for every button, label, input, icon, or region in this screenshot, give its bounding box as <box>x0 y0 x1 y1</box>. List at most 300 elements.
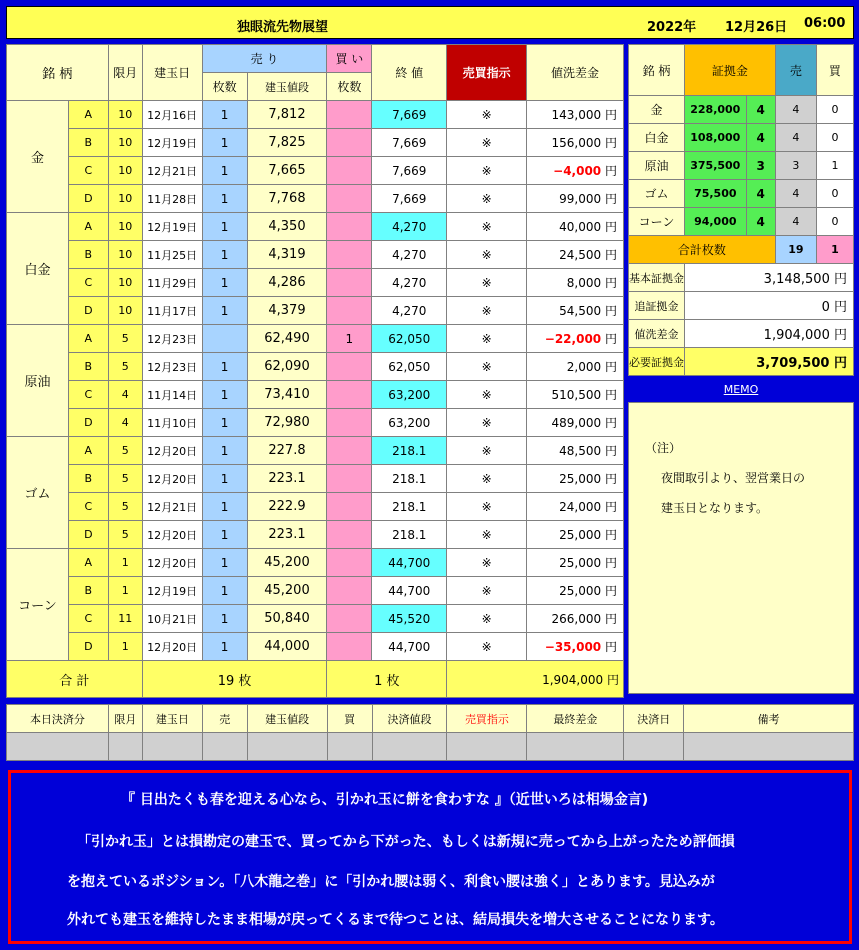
month-cell: 10 <box>108 241 142 269</box>
header-diff: 値洗差金 <box>527 45 624 101</box>
table-row <box>7 157 624 185</box>
buy-count-cell <box>327 465 372 493</box>
month-cell: 10 <box>108 185 142 213</box>
open-price-cell: 227.8 <box>247 437 327 465</box>
open-date-cell: 11月25日 <box>142 241 202 269</box>
grade-cell: B <box>68 353 108 381</box>
open-date-cell: 10月21日 <box>142 605 202 633</box>
total-label: 合 計 <box>7 661 143 698</box>
margin-qty-cell: 4 <box>746 180 775 208</box>
close-price-cell: 218.1 <box>372 521 447 549</box>
month-cell: 5 <box>108 465 142 493</box>
month-cell: 5 <box>108 493 142 521</box>
open-price-cell: 50,840 <box>247 605 327 633</box>
settle-cell <box>684 733 854 761</box>
settle-header-9: 決済日 <box>624 705 684 733</box>
margin-row <box>629 152 854 180</box>
table-row <box>7 409 624 437</box>
margin-buy-cell: 0 <box>816 124 853 152</box>
settle-cell <box>447 733 527 761</box>
open-date-cell: 12月20日 <box>142 465 202 493</box>
buy-count-cell <box>327 241 372 269</box>
table-row <box>7 213 624 241</box>
sell-count-cell: 1 <box>202 493 247 521</box>
settle-header-8: 最終差金 <box>527 705 624 733</box>
instruction-cell: ※ <box>447 493 527 521</box>
table-row <box>7 521 624 549</box>
summary-label: 追証拠金 <box>629 292 685 320</box>
summary-value: 1,904,000 円 <box>685 320 854 348</box>
settle-header-10: 備考 <box>684 705 854 733</box>
margin-qty-cell: 3 <box>746 152 775 180</box>
close-price-cell: 4,270 <box>372 241 447 269</box>
sell-count-cell: 1 <box>202 577 247 605</box>
table-row <box>7 381 624 409</box>
sell-count-cell: 1 <box>202 633 247 661</box>
settle-header-7: 売買指示 <box>447 705 527 733</box>
open-date-cell: 12月19日 <box>142 213 202 241</box>
open-date-cell: 12月20日 <box>142 549 202 577</box>
margin-row <box>629 180 854 208</box>
summary-row <box>629 348 854 376</box>
settle-cell <box>624 733 684 761</box>
diff-cell: 8,000 円 <box>527 269 624 297</box>
month-cell: 1 <box>108 577 142 605</box>
table-row <box>7 437 624 465</box>
settle-header-4: 建玉値段 <box>247 705 327 733</box>
margin-buy-cell: 0 <box>816 180 853 208</box>
close-price-cell: 44,700 <box>372 577 447 605</box>
close-price-cell: 63,200 <box>372 409 447 437</box>
instruction-cell: ※ <box>447 605 527 633</box>
header-brand: 銘 柄 <box>7 45 109 101</box>
margin-amount-cell: 94,000 <box>685 208 747 236</box>
commodity-name: 金 <box>7 101 69 213</box>
open-price-cell: 62,490 <box>247 325 327 353</box>
table-row <box>7 297 624 325</box>
header-sell: 売 り <box>202 45 327 73</box>
page-title: 独眼流先物展望 <box>237 20 329 35</box>
grade-cell: A <box>68 325 108 353</box>
instruction-cell: ※ <box>447 409 527 437</box>
settle-cell <box>327 733 372 761</box>
month-cell: 5 <box>108 325 142 353</box>
month-cell: 1 <box>108 633 142 661</box>
commodity-name: 白金 <box>7 213 69 325</box>
memo-title[interactable]: MEMO <box>628 380 854 400</box>
instruction-cell: ※ <box>447 241 527 269</box>
total-count-sell: 19 <box>775 236 816 264</box>
close-price-cell: 4,270 <box>372 213 447 241</box>
header-open-date: 建玉日 <box>142 45 202 101</box>
open-price-cell: 7,665 <box>247 157 327 185</box>
grade-cell: C <box>68 493 108 521</box>
sell-count-cell: 1 <box>202 213 247 241</box>
diff-cell: 48,500 円 <box>527 437 624 465</box>
open-price-cell: 4,286 <box>247 269 327 297</box>
settle-cell <box>7 733 109 761</box>
open-date-cell: 12月20日 <box>142 437 202 465</box>
close-price-cell: 62,050 <box>372 353 447 381</box>
instruction-cell: ※ <box>447 353 527 381</box>
side-header-margin: 証拠金 <box>685 45 776 96</box>
month-cell: 10 <box>108 101 142 129</box>
side-header-sell: 売 <box>775 45 816 96</box>
diff-cell: 25,000 円 <box>527 521 624 549</box>
month-cell: 10 <box>108 297 142 325</box>
settle-cell <box>108 733 142 761</box>
grade-cell: D <box>68 297 108 325</box>
diff-cell: 489,000 円 <box>527 409 624 437</box>
sell-count-cell: 1 <box>202 185 247 213</box>
close-price-cell: 4,270 <box>372 297 447 325</box>
open-price-cell: 72,980 <box>247 409 327 437</box>
title-bar <box>6 6 854 39</box>
close-price-cell: 218.1 <box>372 465 447 493</box>
open-date-cell: 11月17日 <box>142 297 202 325</box>
summary-label: 必要証拠金 <box>629 348 685 376</box>
open-date-cell: 12月19日 <box>142 129 202 157</box>
buy-count-cell <box>327 269 372 297</box>
margin-row <box>629 96 854 124</box>
buy-count-cell <box>327 549 372 577</box>
table-row <box>7 633 624 661</box>
open-date-cell: 11月28日 <box>142 185 202 213</box>
grade-cell: A <box>68 213 108 241</box>
diff-cell: 25,000 円 <box>527 549 624 577</box>
summary-row <box>629 292 854 320</box>
instruction-cell: ※ <box>447 325 527 353</box>
grade-cell: D <box>68 185 108 213</box>
grade-cell: B <box>68 465 108 493</box>
close-price-cell: 218.1 <box>372 493 447 521</box>
open-price-cell: 45,200 <box>247 577 327 605</box>
buy-count-cell <box>327 101 372 129</box>
margin-brand-cell: 金 <box>629 96 685 124</box>
buy-count-cell <box>327 605 372 633</box>
diff-cell: 510,500 円 <box>527 381 624 409</box>
grade-cell: A <box>68 101 108 129</box>
instruction-cell: ※ <box>447 465 527 493</box>
header-instruction: 売買指示 <box>447 45 527 101</box>
date-year: 2022年 <box>647 20 697 35</box>
margin-buy-cell: 0 <box>816 208 853 236</box>
diff-cell: 2,000 円 <box>527 353 624 381</box>
instruction-cell: ※ <box>447 521 527 549</box>
table-row <box>7 577 624 605</box>
open-price-cell: 73,410 <box>247 381 327 409</box>
open-price-cell: 7,768 <box>247 185 327 213</box>
close-price-cell: 7,669 <box>372 185 447 213</box>
open-date-cell: 11月29日 <box>142 269 202 297</box>
diff-cell: 40,000 円 <box>527 213 624 241</box>
month-cell: 10 <box>108 157 142 185</box>
grade-cell: C <box>68 269 108 297</box>
sell-count-cell: 1 <box>202 549 247 577</box>
instruction-cell: ※ <box>447 185 527 213</box>
table-row <box>7 353 624 381</box>
margin-brand-cell: コーン <box>629 208 685 236</box>
close-price-cell: 7,669 <box>372 157 447 185</box>
margin-sell-cell: 4 <box>775 124 816 152</box>
diff-cell: −4,000 円 <box>527 157 624 185</box>
table-row <box>7 241 624 269</box>
settlement-table <box>6 704 854 761</box>
month-cell: 4 <box>108 381 142 409</box>
month-cell: 5 <box>108 437 142 465</box>
month-cell: 4 <box>108 409 142 437</box>
margin-sell-cell: 4 <box>775 180 816 208</box>
diff-cell: −35,000 円 <box>527 633 624 661</box>
sell-count-cell: 1 <box>202 157 247 185</box>
sell-count-cell <box>202 325 247 353</box>
grade-cell: D <box>68 521 108 549</box>
summary-value: 0 円 <box>685 292 854 320</box>
commodity-name: ゴム <box>7 437 69 549</box>
instruction-cell: ※ <box>447 437 527 465</box>
buy-count-cell <box>327 577 372 605</box>
close-price-cell: 218.1 <box>372 437 447 465</box>
memo-line-1: （注） <box>645 441 682 455</box>
total-buy: 1 枚 <box>327 661 447 698</box>
diff-cell: −22,000 円 <box>527 325 624 353</box>
open-date-cell: 11月14日 <box>142 381 202 409</box>
grade-cell: A <box>68 549 108 577</box>
close-price-cell: 7,669 <box>372 129 447 157</box>
grade-cell: D <box>68 633 108 661</box>
memo-line-2: 夜間取引より、翌営業日の <box>661 471 806 485</box>
open-price-cell: 62,090 <box>247 353 327 381</box>
table-row <box>7 465 624 493</box>
header-close: 終 値 <box>372 45 447 101</box>
summary-row <box>629 320 854 348</box>
instruction-cell: ※ <box>447 101 527 129</box>
margin-row <box>629 124 854 152</box>
settle-cell <box>247 733 327 761</box>
total-sell: 19 枚 <box>142 661 327 698</box>
settle-header-2: 建玉日 <box>142 705 202 733</box>
quote-line-4: 外れても建玉を維持したまま相場が戻ってくるまで待つことは、結局損失を増大させることになります。 <box>67 912 724 928</box>
margin-buy-cell: 1 <box>816 152 853 180</box>
total-count-buy: 1 <box>816 236 853 264</box>
quote-line-2: 「引かれ玉」とは損勘定の建玉で、買ってから下がった、もしくは新規に売ってから上がったため評価損 <box>77 834 735 850</box>
table-row <box>7 185 624 213</box>
summary-value: 3,148,500 円 <box>685 264 854 292</box>
instruction-cell: ※ <box>447 381 527 409</box>
diff-cell: 25,000 円 <box>527 465 624 493</box>
sell-count-cell: 1 <box>202 101 247 129</box>
buy-count-cell <box>327 297 372 325</box>
diff-cell: 54,500 円 <box>527 297 624 325</box>
table-row <box>7 269 624 297</box>
buy-count-cell <box>327 353 372 381</box>
diff-cell: 99,000 円 <box>527 185 624 213</box>
summary-value: 3,709,500 円 <box>685 348 854 376</box>
instruction-cell: ※ <box>447 269 527 297</box>
grade-cell: C <box>68 157 108 185</box>
grade-cell: B <box>68 241 108 269</box>
buy-count-cell <box>327 381 372 409</box>
quote-line-3: を抱えているポジション。「八木龍之巻」に「引かれ腰は弱く、利食い腰は強く」とあります。見込みが <box>67 874 715 890</box>
sell-count-cell: 1 <box>202 129 247 157</box>
close-price-cell: 44,700 <box>372 549 447 577</box>
grade-cell: C <box>68 605 108 633</box>
table-row <box>7 493 624 521</box>
open-date-cell: 12月19日 <box>142 577 202 605</box>
open-price-cell: 223.1 <box>247 521 327 549</box>
positions-table <box>6 44 624 698</box>
date-day: 12月26日 <box>725 20 788 35</box>
margin-brand-cell: 原油 <box>629 152 685 180</box>
open-price-cell: 222.9 <box>247 493 327 521</box>
margin-row <box>629 208 854 236</box>
open-date-cell: 12月23日 <box>142 353 202 381</box>
instruction-cell: ※ <box>447 157 527 185</box>
open-date-cell: 12月16日 <box>142 101 202 129</box>
header-month: 限月 <box>108 45 142 101</box>
table-row <box>7 325 624 353</box>
open-date-cell: 12月23日 <box>142 325 202 353</box>
buy-count-cell <box>327 213 372 241</box>
settle-header-5: 買 <box>327 705 372 733</box>
month-cell: 5 <box>108 353 142 381</box>
sell-count-cell: 1 <box>202 521 247 549</box>
month-cell: 1 <box>108 549 142 577</box>
margin-brand-cell: ゴム <box>629 180 685 208</box>
sell-count-cell: 1 <box>202 465 247 493</box>
open-date-cell: 12月21日 <box>142 493 202 521</box>
sell-count-cell: 1 <box>202 605 247 633</box>
margin-amount-cell: 375,500 <box>685 152 747 180</box>
diff-cell: 24,000 円 <box>527 493 624 521</box>
header-sell-count: 枚数 <box>202 73 247 101</box>
close-price-cell: 63,200 <box>372 381 447 409</box>
side-header-buy: 買 <box>816 45 853 96</box>
sell-count-cell: 1 <box>202 409 247 437</box>
summary-label: 基本証拠金 <box>629 264 685 292</box>
margin-amount-cell: 108,000 <box>685 124 747 152</box>
open-price-cell: 4,350 <box>247 213 327 241</box>
open-price-cell: 223.1 <box>247 465 327 493</box>
grade-cell: B <box>68 577 108 605</box>
instruction-cell: ※ <box>447 577 527 605</box>
settle-header-1: 限月 <box>108 705 142 733</box>
open-price-cell: 7,812 <box>247 101 327 129</box>
open-price-cell: 4,319 <box>247 241 327 269</box>
margin-amount-cell: 75,500 <box>685 180 747 208</box>
open-price-cell: 44,000 <box>247 633 327 661</box>
grade-cell: B <box>68 129 108 157</box>
diff-cell: 156,000 円 <box>527 129 624 157</box>
buy-count-cell <box>327 185 372 213</box>
memo-line-3: 建玉日となります。 <box>661 501 769 515</box>
open-price-cell: 7,825 <box>247 129 327 157</box>
date-time: 06:00 <box>804 16 846 31</box>
buy-count-cell <box>327 129 372 157</box>
diff-cell: 143,000 円 <box>527 101 624 129</box>
open-date-cell: 12月21日 <box>142 157 202 185</box>
open-date-cell: 11月10日 <box>142 409 202 437</box>
open-price-cell: 45,200 <box>247 549 327 577</box>
close-price-cell: 7,669 <box>372 101 447 129</box>
commodity-name: 原油 <box>7 325 69 437</box>
open-date-cell: 12月20日 <box>142 521 202 549</box>
margin-qty-cell: 4 <box>746 96 775 124</box>
table-row <box>7 605 624 633</box>
instruction-cell: ※ <box>447 633 527 661</box>
margin-buy-cell: 0 <box>816 96 853 124</box>
close-price-cell: 4,270 <box>372 269 447 297</box>
summary-row <box>629 264 854 292</box>
sell-count-cell: 1 <box>202 241 247 269</box>
buy-count-cell <box>327 521 372 549</box>
margin-sell-cell: 4 <box>775 208 816 236</box>
quote-box <box>8 770 852 944</box>
margin-qty-cell: 4 <box>746 208 775 236</box>
settle-cell <box>202 733 247 761</box>
sell-count-cell: 1 <box>202 381 247 409</box>
side-header-brand: 銘 柄 <box>629 45 685 96</box>
instruction-cell: ※ <box>447 213 527 241</box>
total-count-label: 合計枚数 <box>629 236 776 264</box>
table-row <box>7 549 624 577</box>
buy-count-cell <box>327 633 372 661</box>
close-price-cell: 45,520 <box>372 605 447 633</box>
month-cell: 10 <box>108 213 142 241</box>
buy-count-cell <box>327 409 372 437</box>
close-price-cell: 62,050 <box>372 325 447 353</box>
instruction-cell: ※ <box>447 129 527 157</box>
sell-count-cell: 1 <box>202 269 247 297</box>
margin-brand-cell: 白金 <box>629 124 685 152</box>
commodity-name: コーン <box>7 549 69 661</box>
month-cell: 5 <box>108 521 142 549</box>
settle-header-3: 売 <box>202 705 247 733</box>
margin-qty-cell: 4 <box>746 124 775 152</box>
grade-cell: A <box>68 437 108 465</box>
memo-box <box>628 402 854 694</box>
quote-line-1: 『 目出たくも春を迎える心なら、引かれ玉に餅を食わすな 』（近世いろは相場金言) <box>121 792 649 808</box>
buy-count-cell <box>327 157 372 185</box>
grade-cell: C <box>68 381 108 409</box>
sell-count-cell: 1 <box>202 437 247 465</box>
diff-cell: 266,000 円 <box>527 605 624 633</box>
open-date-cell: 12月20日 <box>142 633 202 661</box>
buy-count-cell <box>327 437 372 465</box>
sell-count-cell: 1 <box>202 353 247 381</box>
margin-amount-cell: 228,000 <box>685 96 747 124</box>
margin-sell-cell: 3 <box>775 152 816 180</box>
settle-cell <box>527 733 624 761</box>
diff-cell: 25,000 円 <box>527 577 624 605</box>
month-cell: 10 <box>108 269 142 297</box>
grade-cell: D <box>68 409 108 437</box>
table-row <box>7 101 624 129</box>
close-price-cell: 44,700 <box>372 633 447 661</box>
margin-sell-cell: 4 <box>775 96 816 124</box>
margin-table <box>628 44 854 376</box>
instruction-cell: ※ <box>447 549 527 577</box>
header-buy-count: 枚数 <box>327 73 372 101</box>
table-row <box>7 129 624 157</box>
buy-count-cell: 1 <box>327 325 372 353</box>
header-buy: 買 い <box>327 45 372 73</box>
settle-header-6: 決済値段 <box>372 705 447 733</box>
instruction-cell: ※ <box>447 297 527 325</box>
buy-count-cell <box>327 493 372 521</box>
open-price-cell: 4,379 <box>247 297 327 325</box>
summary-label: 値洗差金 <box>629 320 685 348</box>
